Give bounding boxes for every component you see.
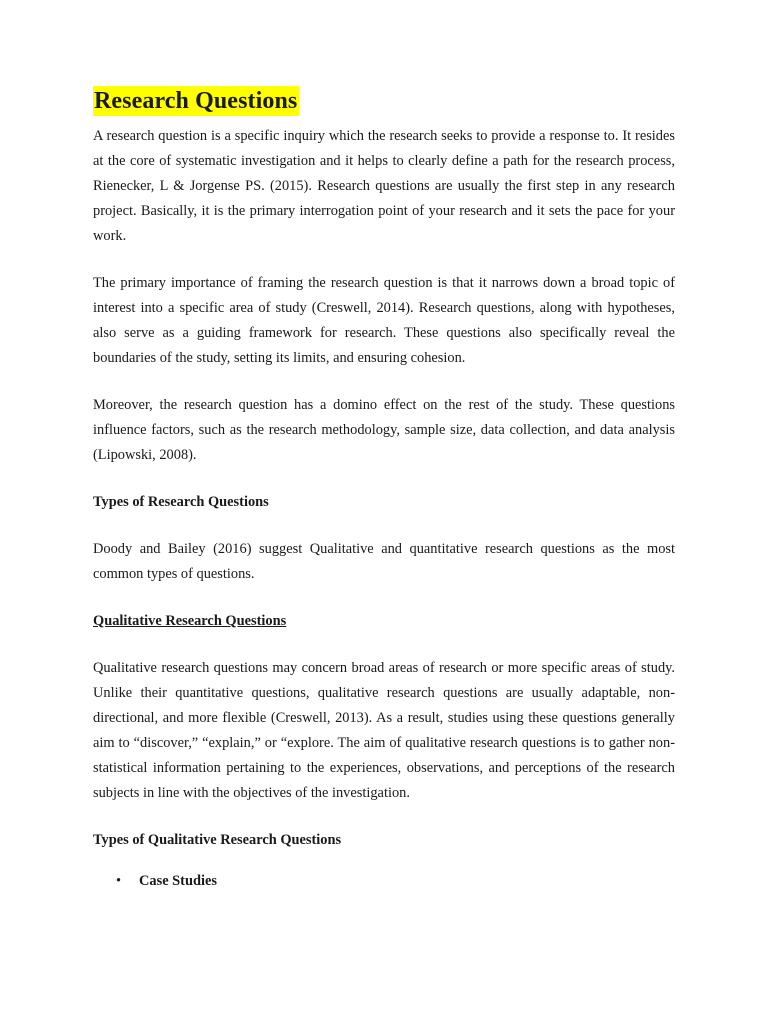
paragraph-intro: A research question is a specific inquiry which the research seeks to provide a response to. It resides at the core of systematic investigation and it helps to clearly define a path for the research process, Rienecker, L & Jorgense PS. (2015). Research questions are usually the first step in any research project. Basically, it is the primary interrogation point of your research and it sets the pace for your work. (93, 128, 675, 244)
document-page (93, 86, 675, 894)
paragraph-importance: The primary importance of framing the research question is that it narrows down a broad topic of interest into a specific area of study (Creswell, 2014). Research questions, along with hypotheses, also serve as a guiding framework for research. These questions also specifically reveal the boundaries of the study, setting its limits, and ensuring cohesion. (93, 275, 675, 366)
document-title: Research Questions (94, 88, 298, 114)
heading-types-of-research-questions: Types of Research Questions (93, 494, 269, 510)
paragraph-domino-effect: Moreover, the research question has a domino effect on the rest of the study. These questions influence factors, such as the research methodology, sample size, data collection, and data analysis (Lipowski, 2008). (93, 397, 675, 463)
paragraph-doody-bailey: Doody and Bailey (2016) suggest Qualitative and quantitative research questions as the most common types of questions. (93, 541, 675, 582)
bullet-marker: • (116, 873, 122, 889)
heading-qualitative-research-questions: Qualitative Research Questions (93, 613, 287, 629)
bullet-list (93, 869, 675, 894)
paragraph-qualitative: Qualitative research questions may concern broad areas of research or more specific areas of study. Unlike their quantitative questions, qualitative research questions are usually adaptable, non-directional, and more flexible (Creswell, 2013). As a result, studies using these questions generally aim to “discover,” “explain,” or “explore. The aim of qualitative research questions is to gather non-statistical information pertaining to the experiences, observations, and perceptions of the research subjects in line with the objectives of the investigation. (93, 660, 675, 801)
list-item (93, 869, 675, 894)
heading-types-of-qualitative-questions: Types of Qualitative Research Questions (93, 832, 342, 848)
list-item-label: Case Studies (139, 873, 217, 889)
